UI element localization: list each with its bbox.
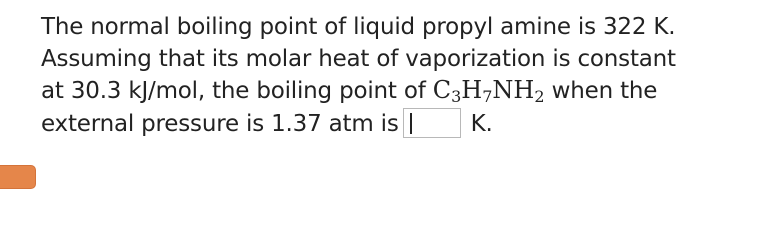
formula-hydrogen: H bbox=[461, 76, 483, 104]
formula-carbon-subscript: 3 bbox=[451, 87, 462, 106]
question-line-4-start: external pressure is 1.37 atm is bbox=[41, 110, 399, 137]
question-text bbox=[41, 12, 761, 140]
submit-tab-button[interactable] bbox=[0, 165, 36, 189]
formula-amine-group: NH bbox=[492, 76, 535, 104]
question-line-2: Assuming that its molar heat of vaporization is constant bbox=[41, 45, 676, 72]
question-line-3-start: at 30.3 kJ/mol, the boiling point of bbox=[41, 78, 426, 104]
chemical-formula bbox=[433, 76, 545, 104]
answer-input[interactable] bbox=[403, 108, 461, 138]
question-line-3-end: when the bbox=[551, 78, 658, 104]
formula-carbon: C bbox=[432, 76, 452, 104]
question-line-1: The normal boiling point of liquid propyl amine is 322 K. bbox=[41, 14, 676, 40]
formula-hydrogen-subscript: 7 bbox=[482, 87, 493, 106]
question-line-4 bbox=[41, 108, 761, 141]
text-cursor bbox=[410, 113, 412, 134]
question-line-3 bbox=[41, 75, 761, 108]
formula-amine-subscript: 2 bbox=[534, 87, 545, 106]
answer-unit: K. bbox=[470, 110, 493, 137]
